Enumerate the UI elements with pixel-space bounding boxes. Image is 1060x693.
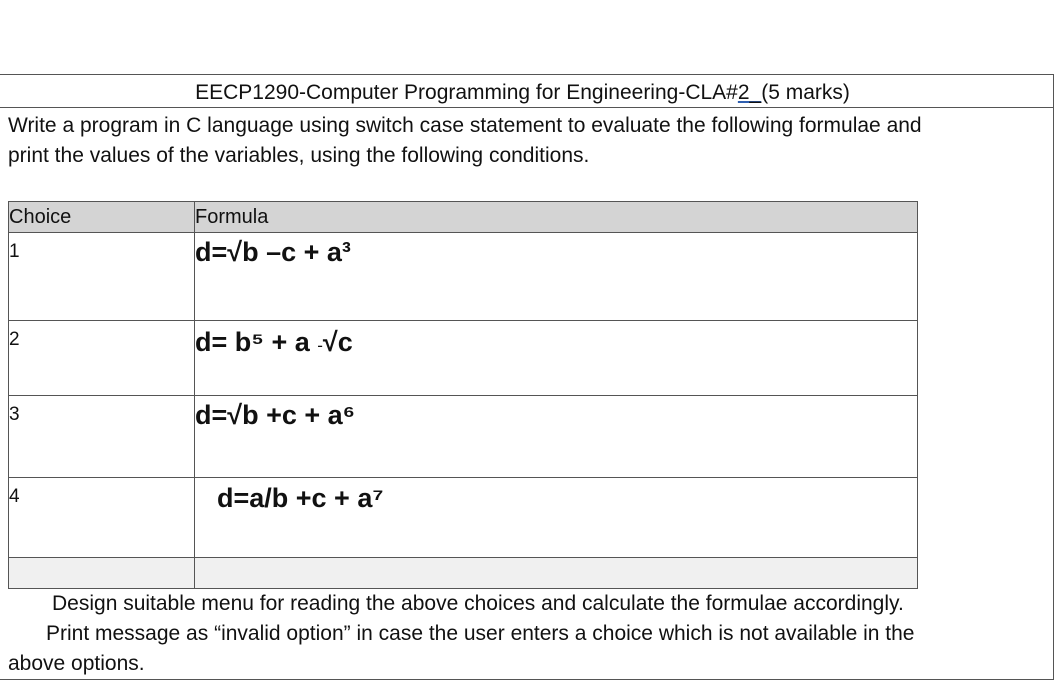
title-marks: (5 marks)	[761, 81, 850, 104]
formula-minus: -	[317, 336, 323, 355]
intro-line-1: Write a program in C language using switch case statement to evaluate the following formulae and	[8, 114, 922, 137]
empty-cell	[195, 558, 918, 589]
header-formula: Formula	[195, 202, 918, 233]
intro-paragraph	[8, 111, 1038, 171]
table-row	[9, 233, 918, 321]
intro-line-2: print the values of the variables, using the following conditions.	[8, 144, 590, 167]
formula-part: d= b⁵ + a	[195, 327, 318, 357]
table-empty-row	[9, 558, 918, 589]
title-row	[0, 75, 1053, 108]
instructions-paragraph	[8, 589, 1038, 679]
table-row	[9, 396, 918, 478]
empty-cell	[9, 558, 195, 589]
instructions-line-1: Design suitable menu for reading the above choices and calculate the formulae accordingly.	[52, 592, 904, 615]
formula-cell: d=a/b +c + a⁷	[195, 478, 918, 558]
formula-cell: d=√b –c + a³	[195, 233, 918, 321]
title-underlined-text: 2_	[737, 81, 762, 104]
header-choice: Choice	[9, 202, 195, 233]
table-row	[9, 321, 918, 396]
formula-part: √c	[322, 327, 353, 357]
choice-cell: 3	[9, 396, 195, 478]
page-title	[195, 81, 850, 104]
choice-cell: 1	[9, 233, 195, 321]
instructions-line-3: above options.	[8, 652, 145, 675]
choice-cell: 2	[9, 321, 195, 396]
table-header-row	[9, 202, 918, 233]
title-text: EECP1290-Computer Programming for Engineering-CLA#	[195, 81, 738, 104]
formula-cell: d=√b +c + a⁶	[195, 396, 918, 478]
choice-cell: 4	[9, 478, 195, 558]
instructions-line-2: Print message as “invalid option” in case the user enters a choice which is not available in the	[46, 622, 915, 645]
table-row	[9, 478, 918, 558]
formula-cell	[195, 321, 918, 396]
formula-table	[8, 201, 918, 589]
document-frame	[0, 74, 1054, 680]
